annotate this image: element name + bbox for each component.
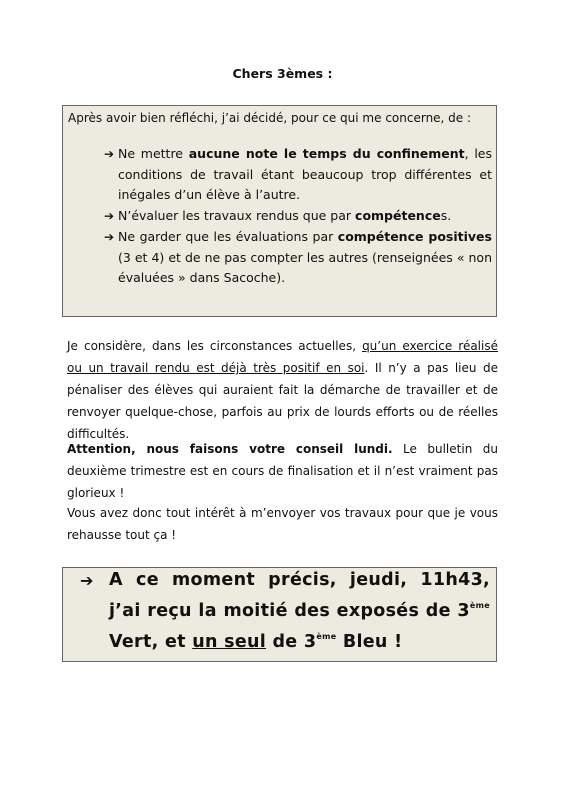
paragraph-conclusion: Vous avez donc tout intérêt à m’envoyer vos travaux pour que je vous rehausse tout ça !	[67, 506, 498, 542]
arrow-right-icon: ➔	[80, 571, 94, 590]
arrow-right-icon: ➔	[104, 209, 115, 224]
decisions-intro: Après avoir bien réfléchi, j’ai décidé, pour ce qui me concerne, de :	[68, 111, 472, 125]
paragraph-considerations: Je considère, dans les circonstances actuelles, qu’un exercice réalisé ou un travail rendu est déjà très positif en soi. Il n’y a pas lieu de pénaliser des élèves qui auraient fait la démarche de travailler et de renvoyer quelque-chose, parfois au prix de lourds efforts ou de réelles difficultés.	[67, 339, 498, 441]
page-title: Chers 3èmes :	[232, 66, 333, 81]
highlight-box	[62, 567, 497, 662]
arrow-right-icon: ➔	[104, 229, 115, 244]
list-item: ➔ N’évaluer les travaux rendus que par compétences.	[68, 206, 492, 227]
decisions-list	[68, 144, 492, 289]
arrow-right-icon: ➔	[104, 147, 115, 161]
list-item: ➔ Ne mettre aucune note le temps du confinement, les conditions de travail étant beaucoup trop différentes et inégales d’un élève à l’autre.	[104, 146, 493, 203]
paragraph-attention: Attention, nous faisons votre conseil lundi. Le bulletin du deuxième trimestre est en cours de finalisation et il n’est vraiment pas glorieux !	[67, 442, 498, 500]
highlight-text: ➔ A ce moment précis, jeudi, 11h43, j’ai reçu la moitié des exposés de 3ème Vert, et un seul de 3ème Bleu !	[109, 565, 490, 658]
decisions-box	[62, 105, 497, 317]
list-item: ➔ Ne garder que les évaluations par compétence positives (3 et 4) et de ne pas compter les autres (renseignées « non évaluées » dans Sacoche).	[104, 228, 492, 286]
